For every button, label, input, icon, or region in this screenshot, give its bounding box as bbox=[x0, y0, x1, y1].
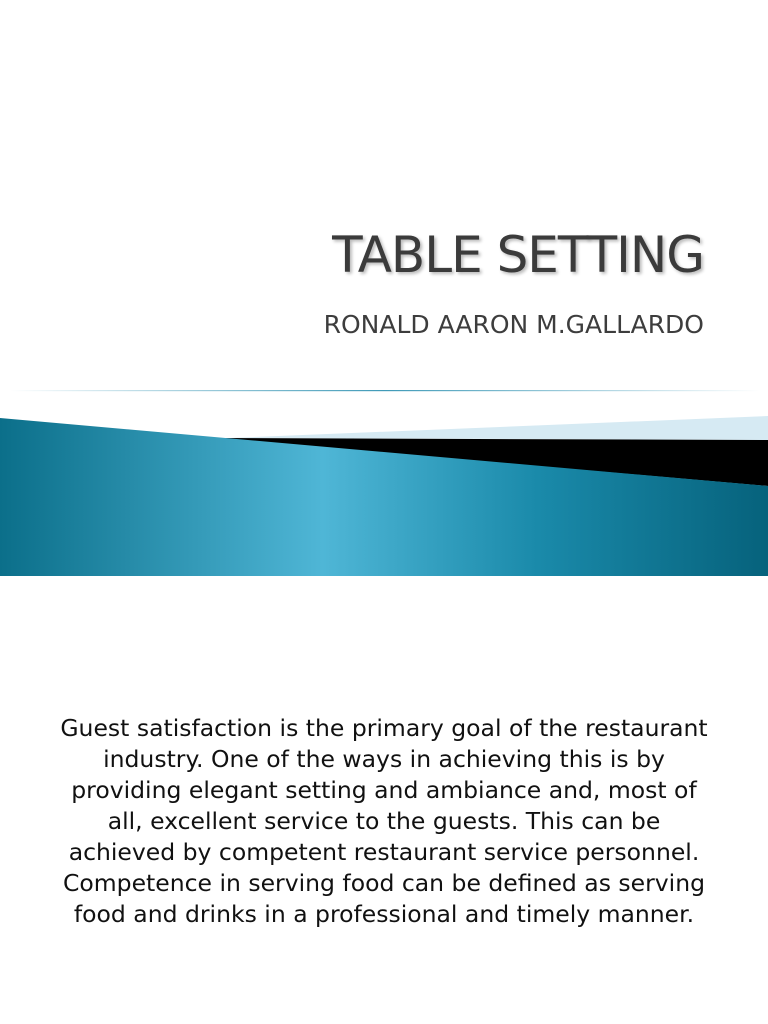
pale-blue-wedge bbox=[230, 416, 768, 440]
slide-body-text: Guest satisfaction is the primary goal of the restaurant industry. One of the ways in achieving this is by providing elegant setting and ambiance and, most of all, excellent service to the guests. This can be achieved by competent restaurant service personnel. Competence in serving food can be defined as serving food and drinks in a professional and timely manner. bbox=[60, 714, 708, 928]
slide-title: TABLE SETTING bbox=[332, 226, 704, 284]
slide-subtitle: RONALD AARON M.GALLARDO bbox=[323, 310, 704, 339]
decorative-banner bbox=[0, 380, 768, 580]
divider-line bbox=[10, 390, 760, 391]
